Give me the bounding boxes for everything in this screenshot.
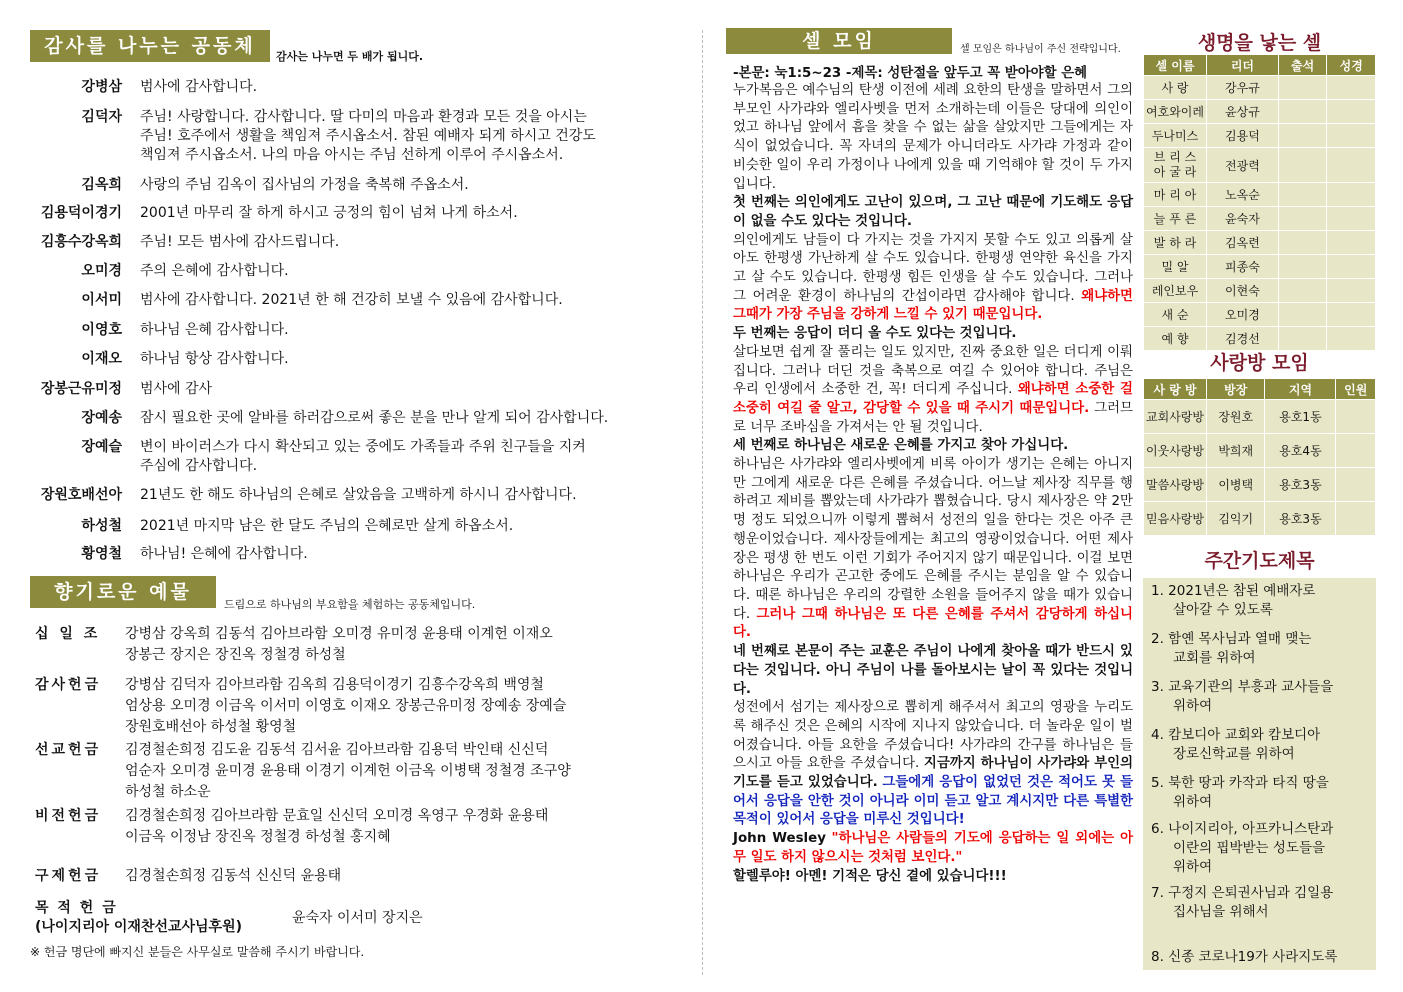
thanks-line: 변이 바이러스가 다시 확산되고 있는 중에도 가족들과 주위 친구들을 지켜 bbox=[140, 439, 586, 455]
offering-line: 김경철손희정 김도윤 김동석 김서윤 김아브라함 김용덕 박인태 신신덕 bbox=[125, 742, 549, 758]
cell-leader: 윤상규 bbox=[1207, 100, 1279, 124]
cell-leader: 노옥순 bbox=[1207, 183, 1279, 207]
life-cell-row bbox=[1144, 279, 1376, 303]
life-cells-title: 생명을 낳는 셀 bbox=[1197, 32, 1322, 54]
prayer-item bbox=[1151, 948, 1373, 967]
thanks-row bbox=[30, 545, 680, 564]
room-area: 용호4동 bbox=[1265, 434, 1336, 468]
thanks-text bbox=[140, 350, 680, 369]
life-cell-row bbox=[1144, 327, 1376, 351]
thanks-line: 범사에 감사 bbox=[140, 381, 213, 397]
prayer-line: 교회를 위하여 bbox=[1173, 650, 1256, 666]
cell-name: 사 랑 bbox=[1144, 76, 1207, 100]
offering-line: 김경철손희정 김아브라함 문효일 신신덕 오미경 옥영구 우경화 윤용태 bbox=[125, 808, 549, 824]
prayer-line: 장로신학교를 위하여 bbox=[1173, 746, 1295, 762]
cell-name: 새 순 bbox=[1144, 303, 1207, 327]
cell-bible bbox=[1327, 100, 1376, 124]
cell-bible bbox=[1327, 207, 1376, 231]
cell-attendance bbox=[1278, 76, 1327, 100]
thanks-row bbox=[30, 233, 680, 252]
cell-title: 셀 모임 bbox=[726, 28, 952, 54]
prayer-line: 1. 2021년은 참된 예배자로 bbox=[1151, 583, 1316, 599]
thanks-line: 책임져 주시옵소서. 나의 마음 아시는 주님 선하게 이루어 주시옵소서. bbox=[140, 147, 564, 163]
life-cell-row bbox=[1144, 303, 1376, 327]
life-cell-row bbox=[1144, 231, 1376, 255]
thanks-name: 장봉근유미정 bbox=[40, 381, 122, 397]
room-area: 용호1동 bbox=[1265, 400, 1336, 434]
offering-subtitle: 드림으로 하나님의 부요함을 체험하는 공동체입니다. bbox=[224, 598, 476, 611]
life-cell-row bbox=[1144, 255, 1376, 279]
prayer-line: 5. 북한 땅과 카작과 타직 땅을 bbox=[1151, 775, 1329, 791]
sermon-p1: 누가복음은 예수님의 탄생 이전에 세례 요한의 탄생을 말하면서 그의 부모인 사가랴와 엘리사벳을 먼저 소개하는데 이들은 당대에 의인이었고 하나님 앞에서 흠을 찾을 수 없는 삶을 살았지만 그들에게는 자식이 없었습니다. 꼭 자녀의 문제가 아니더라도 사가랴 가정과 같이 비슷한 일이 우리 가정이나 나에게 있을 때 기억해야 할 것이 두 가지입니다. bbox=[733, 83, 1133, 192]
thanks-name: 이영호 bbox=[81, 322, 122, 338]
love-rooms-header: 지역 bbox=[1265, 379, 1336, 400]
thanks-name: 이서미 bbox=[81, 292, 122, 308]
prayer-line: 위하여 bbox=[1173, 794, 1213, 810]
offering-names bbox=[125, 806, 675, 848]
love-room-row bbox=[1144, 502, 1376, 536]
prayer-line: 3. 교육기관의 부흥과 교사들을 bbox=[1151, 679, 1334, 695]
offering-names bbox=[125, 740, 675, 803]
thanks-text bbox=[140, 291, 680, 310]
cell-bible bbox=[1327, 303, 1376, 327]
prayer-line: 위하여 bbox=[1173, 859, 1213, 875]
cell-name: 여호와이레 bbox=[1144, 100, 1207, 124]
cell-name: 두나미스 bbox=[1144, 124, 1207, 148]
room-count bbox=[1336, 502, 1376, 536]
thanks-text bbox=[140, 380, 680, 399]
thanks-row bbox=[30, 409, 680, 428]
life-cell-row bbox=[1144, 207, 1376, 231]
cell-name: 밀 알 bbox=[1144, 255, 1207, 279]
offering-note: ※ 헌금 명단에 빠지신 분들은 사무실로 말씀해 주시기 바랍니다. bbox=[30, 945, 365, 959]
cell-attendance bbox=[1278, 327, 1327, 351]
cell-bible bbox=[1327, 255, 1376, 279]
room-leader: 박희재 bbox=[1207, 434, 1265, 468]
room-leader: 장원호 bbox=[1207, 400, 1265, 434]
prayer-line: 8. 신종 코로나19가 사라지도록 bbox=[1151, 949, 1338, 965]
life-cells-header: 리더 bbox=[1207, 55, 1279, 76]
offering-label: 비전헌금 bbox=[35, 808, 102, 824]
thanks-line: 범사에 감사합니다. 2021년 한 해 건강히 보낼 수 있음에 감사합니다. bbox=[140, 292, 563, 308]
prayer-title: 주간기도제목 bbox=[1204, 550, 1315, 572]
life-cells-header: 셀 이름 bbox=[1144, 55, 1207, 76]
thanks-line: 주님! 사랑합니다. 감사합니다. 딸 다미의 마음과 환경과 모든 것을 아시는 bbox=[140, 109, 587, 125]
thanks-text bbox=[140, 108, 680, 165]
offering-line: 김경철손희정 김동석 신신덕 윤용태 bbox=[125, 868, 342, 884]
offering-names bbox=[125, 624, 675, 666]
thanks-title: 감사를 나누는 공동체 bbox=[30, 30, 270, 62]
thanks-name: 김덕자 bbox=[81, 109, 122, 125]
thanks-name: 김옥희 bbox=[81, 177, 122, 193]
cell-leader: 전광력 bbox=[1207, 148, 1279, 183]
cell-bible bbox=[1327, 279, 1376, 303]
page-divider bbox=[702, 30, 703, 975]
thanks-line: 하나님! 은혜에 감사합니다. bbox=[140, 546, 308, 562]
thanks-row bbox=[30, 176, 680, 195]
cell-attendance bbox=[1278, 183, 1327, 207]
thanks-line: 사랑의 주님 김옥이 집사님의 가정을 축복해 주옵소서. bbox=[140, 177, 469, 193]
cell-name: 브 리 스 아 굴 라 bbox=[1144, 148, 1207, 183]
thanks-text bbox=[140, 176, 680, 195]
cell-leader: 김용덕 bbox=[1207, 124, 1279, 148]
room-name: 말씀사랑방 bbox=[1144, 468, 1207, 502]
thanks-row bbox=[30, 486, 680, 505]
cell-leader: 오미경 bbox=[1207, 303, 1279, 327]
thanks-row bbox=[30, 350, 680, 369]
thanks-line: 하나님 은혜 감사합니다. bbox=[140, 322, 289, 338]
offering-line: 엄상용 오미경 이금옥 이서미 이영호 이재오 장봉근유미정 장예송 장예슬 bbox=[125, 698, 567, 714]
prayer-line: 7. 구정지 은퇴권사님과 김일용 bbox=[1151, 885, 1334, 901]
thanks-subtitle: 감사는 나누면 두 배가 됩니다. bbox=[276, 50, 424, 63]
sermon-header: -본문: 눅1:5~23 -제목: 성탄절을 앞두고 꼭 받아야할 은혜 bbox=[733, 66, 1088, 81]
thanks-name: 오미경 bbox=[81, 263, 122, 279]
life-cells-header: 성경 bbox=[1327, 55, 1376, 76]
offering-title: 향기로운 예물 bbox=[30, 576, 216, 608]
cell-subtitle: 셀 모임은 하나님이 주신 전략입니다. bbox=[960, 44, 1121, 55]
thanks-row bbox=[30, 204, 680, 223]
prayer-line: 4. 캄보디아 교회와 캄보디아 bbox=[1151, 727, 1321, 743]
special-offering-label: 목 적 헌 금 bbox=[35, 900, 118, 916]
sermon-p3-text: 살다보면 쉽게 잘 풀리는 일도 있지만, 진짜 중요한 일은 더디게 이뤄집니다. 그러나 더딘 것을 축복으로 여길 수 있어야 합니다. 주님은 우리 인생에서 소중한 건, 꼭! 더디게 주십니다. bbox=[733, 344, 1133, 398]
love-rooms-table bbox=[1143, 378, 1376, 536]
thanks-name: 강병삼 bbox=[81, 79, 122, 95]
sermon-body bbox=[733, 82, 1133, 886]
prayer-item bbox=[1151, 582, 1373, 620]
thanks-text bbox=[140, 233, 680, 252]
offering-line: 강병삼 김덕자 김아브라함 김옥희 김용덕이경기 김흥수강옥희 백영철 bbox=[125, 677, 544, 693]
sermon-p3 bbox=[733, 344, 1133, 438]
thanks-name: 김흥수강옥희 bbox=[40, 234, 122, 250]
prayer-line: 이란의 핍박받는 성도들을 bbox=[1173, 840, 1326, 856]
prayer-line: 살아갈 수 있도록 bbox=[1173, 602, 1273, 618]
life-cells-table bbox=[1143, 54, 1376, 351]
love-rooms-header: 사 랑 방 bbox=[1144, 379, 1207, 400]
room-name: 믿음사랑방 bbox=[1144, 502, 1207, 536]
thanks-line: 주님! 호주에서 생활을 책임져 주시옵소서. 참된 예배자 되게 하시고 건강도 bbox=[140, 128, 596, 144]
cell-leader: 이현숙 bbox=[1207, 279, 1279, 303]
thanks-row bbox=[30, 321, 680, 340]
thanks-text bbox=[140, 262, 680, 281]
life-cells-header: 출석 bbox=[1278, 55, 1327, 76]
prayer-item bbox=[1151, 820, 1373, 877]
thanks-line: 21년도 한 해도 하나님의 은혜로 살았음을 고백하게 하시니 감사합니다. bbox=[140, 487, 577, 503]
sermon-p5 bbox=[733, 699, 1133, 830]
special-offering-names: 윤숙자 이서미 장지은 bbox=[292, 910, 423, 926]
offering-label: 구제헌금 bbox=[35, 868, 102, 884]
sermon-p3-tail: 그러므로 너무 조바심을 가져서는 안 될 것입니다. bbox=[733, 400, 1133, 435]
cell-attendance bbox=[1278, 124, 1327, 148]
prayer-line: 6. 나이지리아, 아프카니스탄과 bbox=[1151, 821, 1334, 837]
thanks-row bbox=[30, 262, 680, 281]
cell-name: 늘 푸 른 bbox=[1144, 207, 1207, 231]
sermon-p5-blue: 그들에게 응답이 없었던 것은 적어도 못 들어서 응답을 안한 것이 아니라 이미 듣고 알고 계시지만 다른 특별한 목적이 있어서 응답을 미루신 것입니다! bbox=[733, 775, 1134, 828]
special-offering-purpose: (나이지리아 이재찬선교사님후원) bbox=[35, 919, 243, 935]
room-area: 용호3동 bbox=[1265, 502, 1336, 536]
thanks-line: 주심에 감사합니다. bbox=[140, 458, 258, 474]
life-cell-row bbox=[1144, 100, 1376, 124]
cell-bible bbox=[1327, 231, 1376, 255]
offering-line: 장원호배선아 하성철 황영철 bbox=[125, 719, 297, 735]
life-cell-row bbox=[1144, 148, 1376, 183]
room-count bbox=[1336, 434, 1376, 468]
sermon-p5-bold: 지금까지 하나님이 사가랴와 부인의 기도를 듣고 있었습니다. bbox=[733, 756, 1134, 791]
thanks-text bbox=[140, 486, 680, 505]
thanks-line: 잠시 필요한 곳에 알바를 하러감으로써 좋은 분을 만나 알게 되어 감사합니다. bbox=[140, 410, 609, 426]
thanks-name: 장예송 bbox=[81, 410, 122, 426]
prayer-line: 집사님을 위해서 bbox=[1173, 904, 1269, 920]
offering-label: 십 일 조 bbox=[35, 626, 101, 642]
love-rooms-title: 사랑방 모임 bbox=[1210, 352, 1309, 374]
prayer-line: 2. 함옌 목사님과 열매 맺는 bbox=[1151, 631, 1312, 647]
cell-bible bbox=[1327, 76, 1376, 100]
sermon-p3-emphasis: 왜냐하면 소중한 걸 소중히 여길 줄 알고, 감당할 수 있을 때 주시기 때문입니다. bbox=[733, 382, 1133, 416]
thanks-name: 장예슬 bbox=[81, 439, 122, 455]
thanks-row bbox=[30, 291, 680, 310]
room-leader: 김익기 bbox=[1207, 502, 1265, 536]
offering-line: 장봉근 장지은 장진옥 정철경 하성철 bbox=[125, 647, 346, 663]
thanks-name: 이재오 bbox=[81, 351, 122, 367]
cell-leader: 김옥련 bbox=[1207, 231, 1279, 255]
thanks-line: 2021년 마지막 남은 한 달도 주님의 은혜로만 살게 하옵소서. bbox=[140, 518, 514, 534]
thanks-text bbox=[140, 517, 680, 536]
sermon-closing: 할렐루야! 아멘! 기적은 당신 곁에 있습니다!!! bbox=[733, 868, 1007, 884]
life-cell-row bbox=[1144, 183, 1376, 207]
cell-name: 레인보우 bbox=[1144, 279, 1207, 303]
sermon-point-4: 네 번째로 본문이 주는 교훈은 주님이 나에게 찾아올 때가 반드시 있다는 것입니다. 아니 주님이 나를 돌아보시는 날이 꼭 있다는 것입니다. bbox=[733, 644, 1133, 697]
offering-names bbox=[125, 675, 675, 738]
cell-attendance bbox=[1278, 303, 1327, 327]
cell-leader: 윤숙자 bbox=[1207, 207, 1279, 231]
cell-name: 예 향 bbox=[1144, 327, 1207, 351]
thanks-line: 하나님 항상 감사합니다. bbox=[140, 351, 289, 367]
thanks-name: 장원호배선아 bbox=[40, 487, 122, 503]
prayer-item bbox=[1151, 726, 1373, 764]
life-cell-row bbox=[1144, 76, 1376, 100]
prayer-item bbox=[1151, 884, 1373, 922]
thanks-name: 황영철 bbox=[81, 546, 122, 562]
sermon-quote bbox=[733, 830, 1133, 867]
room-count bbox=[1336, 468, 1376, 502]
cell-attendance bbox=[1278, 148, 1327, 183]
thanks-text bbox=[140, 321, 680, 340]
sermon-point-1: 첫 번째는 의인에게도 고난이 있으며, 그 고난 때문에 기도해도 응답이 없을 수도 있다는 것입니다. bbox=[733, 195, 1133, 229]
thanks-line: 범사에 감사합니다. bbox=[140, 79, 258, 95]
thanks-row bbox=[30, 380, 680, 399]
cell-leader: 피종숙 bbox=[1207, 255, 1279, 279]
thanks-row bbox=[30, 438, 680, 476]
sermon-point-3: 세 번째로 하나님은 새로운 은혜를 가지고 찾아 가십니다. bbox=[733, 438, 1069, 454]
prayer-item bbox=[1151, 678, 1373, 716]
sermon-p2-text: 의인에게도 남들이 다 가지는 것을 가지지 못할 수도 있고 의롭게 살아도 한평생 가난하게 살 수도 있습니다. 한평생 연약한 육신을 가지고 살 수도 있습니다. 한평생 힘든 인생을 살 수도 있습니다. 그러나 그 어려운 환경이 하나님의 간섭이라면 감사해야 합니다. bbox=[733, 232, 1133, 304]
thanks-text bbox=[140, 204, 680, 223]
offering-label: 감사헌금 bbox=[35, 677, 102, 693]
thanks-line: 2001년 마무리 잘 하게 하시고 긍정의 힘이 넘쳐 나게 하소서. bbox=[140, 205, 518, 221]
sermon-p2-emphasis: 왜냐하면 그때가 가장 주님을 강하게 느낄 수 있기 때문입니다. bbox=[733, 288, 1133, 323]
cell-attendance bbox=[1278, 279, 1327, 303]
love-room-row bbox=[1144, 400, 1376, 434]
cell-name: 마 리 아 bbox=[1144, 183, 1207, 207]
room-name: 교회사랑방 bbox=[1144, 400, 1207, 434]
thanks-row bbox=[30, 78, 680, 97]
offering-line: 강병삼 강옥희 김동석 김아브라함 오미경 유미정 윤용태 이계헌 이재오 bbox=[125, 626, 553, 642]
sermon-point-2: 두 번째는 응답이 더디 올 수도 있다는 것입니다. bbox=[733, 326, 1017, 342]
offering-label: 선교헌금 bbox=[35, 742, 102, 758]
sermon-p4-emphasis: 그러나 그때 하나님은 또 다른 은혜를 주셔서 감당하게 하십니다. bbox=[733, 606, 1133, 641]
cell-attendance bbox=[1278, 207, 1327, 231]
sermon-p5-text: 성전에서 섬기는 제사장으로 뽑히게 해주셔서 최고의 영광을 누리도록 해주신 것은 은혜의 시작에 지나지 않았습니다. 더 놀라운 일이 벌어졌습니다. 아들 요한을 주셨습니다! 사가랴의 간구를 하나님은 들으시고 아들 요한을 주셨습니다. bbox=[733, 700, 1133, 772]
cell-bible bbox=[1327, 148, 1376, 183]
thanks-row bbox=[30, 517, 680, 536]
prayer-item bbox=[1151, 630, 1373, 668]
sermon-p4 bbox=[733, 456, 1133, 643]
cell-attendance bbox=[1278, 231, 1327, 255]
thanks-text bbox=[140, 438, 680, 476]
quote-text: "하나님은 사람들의 기도에 응답하는 일 외에는 아무 일도 하지 않으시는 것처럼 보인다." bbox=[733, 831, 1134, 865]
quote-author: John Wesley bbox=[733, 831, 826, 847]
room-name: 이웃사랑방 bbox=[1144, 434, 1207, 468]
thanks-row bbox=[30, 108, 680, 165]
offering-names bbox=[125, 866, 675, 887]
thanks-text bbox=[140, 409, 680, 428]
cell-bible bbox=[1327, 183, 1376, 207]
thanks-name: 김용덕이경기 bbox=[40, 205, 122, 221]
prayer-panel bbox=[1143, 578, 1376, 970]
room-leader: 이병택 bbox=[1207, 468, 1265, 502]
thanks-line: 주의 은혜에 감사합니다. bbox=[140, 263, 289, 279]
cell-leader: 강우규 bbox=[1207, 76, 1279, 100]
cell-name: 발 하 라 bbox=[1144, 231, 1207, 255]
love-room-row bbox=[1144, 434, 1376, 468]
room-area: 용호3동 bbox=[1265, 468, 1336, 502]
thanks-name: 하성철 bbox=[81, 518, 122, 534]
room-count bbox=[1336, 400, 1376, 434]
prayer-line: 위하여 bbox=[1173, 698, 1213, 714]
thanks-text bbox=[140, 545, 680, 564]
thanks-line: 주님! 모든 범사에 감사드립니다. bbox=[140, 234, 340, 250]
offering-line: 하성철 하소운 bbox=[125, 784, 211, 800]
sermon-p4-text: 하나님은 사가랴와 엘리사벳에게 비록 아이가 생기는 은혜는 아니지만 그에게 새로운 다른 은혜를 주셨습니다. 어느날 제사장 직무를 행하려고 제비를 뽑았는데 사가랴가 뽑혔습니다. 당시 제사장은 약 2만명 정도 되었으니까 이렇게 뽑혀서 성전의 일을 한다는 것은 아주 큰 행운이었습니다. 제사장들에게는 최고의 영광이었습니다. 어떤 제사장은 평생 한 번도 이런 기회가 주어지지 않기 때문입니다. 이걸 보면 하나님은 우리가 곤고한 중에도 은혜를 주시는 분임을 알 수 있습니다. 때론 하나님은 우리의 강렬한 소원을 들어주지 않을 때가 있습니다. bbox=[733, 457, 1133, 622]
love-room-row bbox=[1144, 468, 1376, 502]
cell-bible bbox=[1327, 327, 1376, 351]
love-rooms-header: 인원 bbox=[1336, 379, 1376, 400]
life-cell-row bbox=[1144, 124, 1376, 148]
love-rooms-header: 방장 bbox=[1207, 379, 1265, 400]
sermon-p2 bbox=[733, 232, 1133, 326]
cell-leader: 김경선 bbox=[1207, 327, 1279, 351]
cell-attendance bbox=[1278, 255, 1327, 279]
offering-line: 이금옥 이정남 장진옥 정철경 하성철 홍지혜 bbox=[125, 829, 391, 845]
cell-attendance bbox=[1278, 100, 1327, 124]
thanks-text bbox=[140, 78, 680, 97]
prayer-item bbox=[1151, 774, 1373, 812]
cell-bible bbox=[1327, 124, 1376, 148]
offering-line: 엄순자 오미경 윤미경 윤용태 이경기 이계헌 이금옥 이병택 정철경 조구양 bbox=[125, 763, 571, 779]
